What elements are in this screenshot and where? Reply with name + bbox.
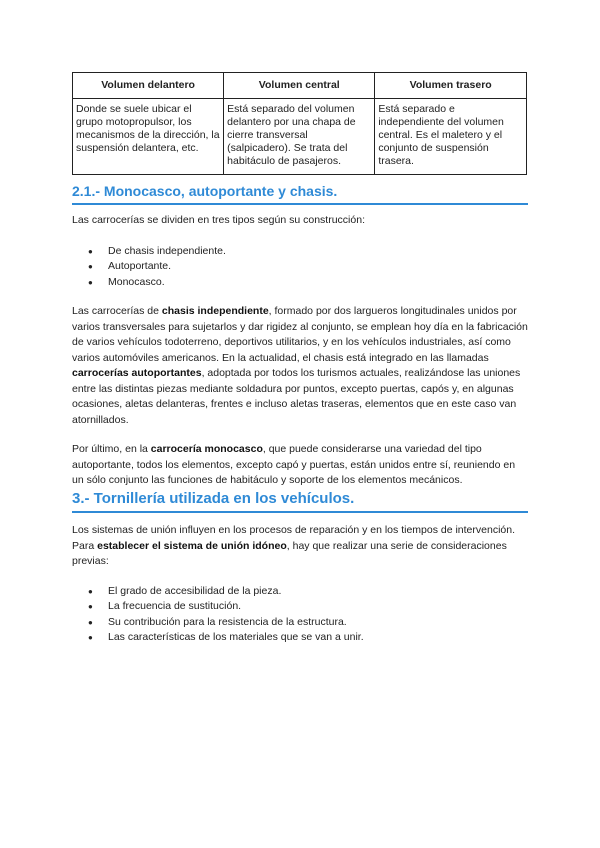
section-2-1-intro: Las carrocerías se dividen en tres tipos según su construcción: — [72, 214, 365, 226]
section-2-1-heading: 2.1.- Monocasco, autoportante y chasis. — [72, 183, 528, 205]
list-item: ● La frecuencia de sustitución. — [72, 599, 528, 615]
list-item: ● Autoportante. — [72, 259, 528, 275]
list-item: ● De chasis independiente. — [72, 244, 528, 260]
header-volumen-delantero: Volumen delantero — [73, 73, 224, 99]
header-volumen-trasero: Volumen trasero — [375, 73, 527, 99]
bold-term: chasis independiente — [161, 305, 269, 317]
section-3-heading: 3.- Tornillería utilizada en los vehículos. — [72, 490, 528, 513]
header-volumen-central: Volumen central — [224, 73, 375, 99]
construction-types-list — [72, 244, 528, 291]
text-run: , que puede considerarse una variedad del tipo autoportante, todos los elementos, excepto capó y puertas, están unidos entre sí, reuniendo en un sólo conjunto las funciones de habitáculo y soporte de los elementos mecánicos. — [72, 443, 516, 486]
list-item: ● El grado de accesibilidad de la pieza. — [72, 584, 528, 600]
bold-term: establecer el sistema de unión idóneo — [97, 539, 287, 552]
section-3 — [72, 490, 528, 646]
section-2-1 — [72, 183, 528, 489]
monocasco-paragraph — [72, 442, 528, 489]
text-run: , formado por dos largueros longitudinales unidos por varios transversales para sujetarlos y dar rigidez al conjunto, se emplean hoy día en la fabricación de varios vehículos todoterreno, deportivos utilitarios, y en los vehículos industriales, así como varios automóviles americanos. En la actualidad, el chasis está integrado en las llamadas — [72, 305, 528, 364]
bold-term: carrocerías autoportantes — [72, 367, 202, 379]
bold-term: carrocería monocasco — [150, 443, 263, 455]
list-item: ● Las características de los materiales que se van a unir. — [72, 630, 528, 646]
section-3-intro — [72, 523, 528, 570]
text-run: Por último, en la — [72, 443, 151, 455]
text-run: Las carrocerías de — [72, 305, 162, 317]
table-header-row — [73, 73, 527, 99]
text-run: , adoptada por todos los turismos actuales, realizándose las uniones entre las distintas piezas mediante soldadura por puntos, excepto puertas, capós y, en algunas ocasiones, aletas delanteras, frentes e incluso aletas traseras, elementos que en este caso van atornillados. — [72, 367, 521, 426]
list-item: ● Su contribución para la resistencia de la estructura. — [72, 615, 528, 631]
text-run: Los sistemas de unión influyen en los procesos de reparación y en los tiempos de intervención. Para — [72, 524, 516, 552]
chasis-paragraph — [72, 304, 528, 428]
text-run: , hay que realizar una serie de consideraciones previas: — [72, 539, 507, 567]
list-item: ● Monocasco. — [72, 275, 528, 291]
cell-volumen-trasero: Está separado e independiente del volumen central. Es el maletero y el conjunto de suspensión trasera. — [375, 99, 527, 175]
cell-volumen-delantero: Donde se suele ubicar el grupo motopropulsor, los mecanismos de la dirección, la suspensión delantera, etc. — [73, 99, 224, 175]
considerations-list — [72, 584, 528, 646]
volume-table — [72, 72, 527, 175]
table-row — [73, 99, 527, 175]
cell-volumen-central: Está separado del volumen delantero por una chapa de cierre transversal (salpicadero). Se trata del habitáculo de pasajeros. — [224, 99, 375, 175]
